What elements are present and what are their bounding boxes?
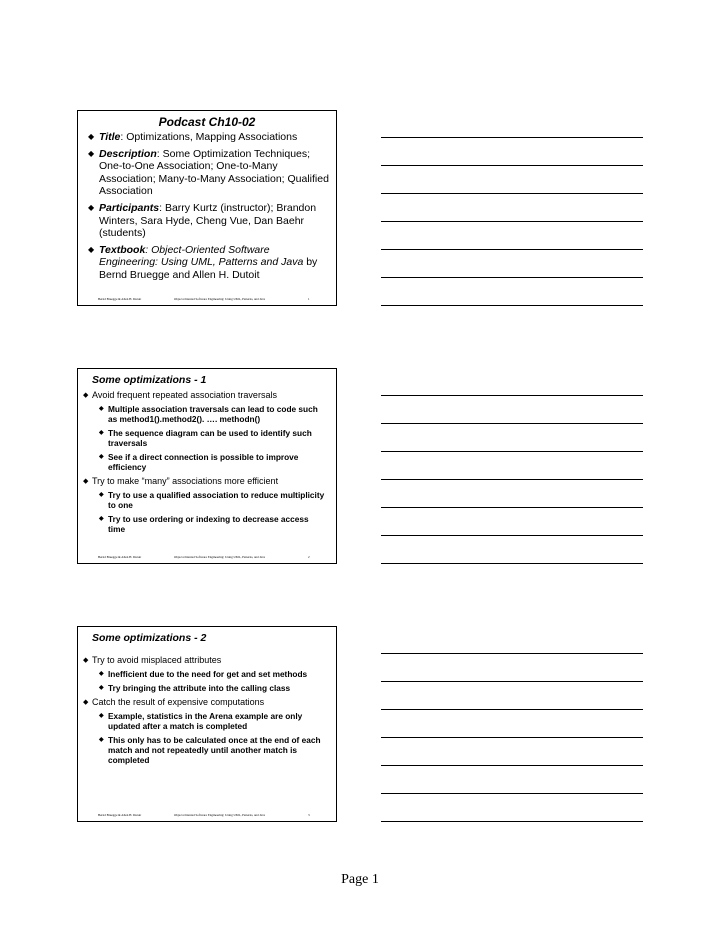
footer-book: Object-Oriented Software Engineering: Using UML, Patterns, and Java (174, 297, 266, 301)
footer-authors: Bernd Bruegge & Allen H. Dutoit (98, 813, 142, 817)
note-line (381, 395, 643, 396)
sub-bullet-icon: ◆ (99, 685, 104, 691)
note-line (381, 221, 643, 222)
sub-bullet-text: This only has to be calculated once at the end of each match and not repeatedly until another match is completed (108, 735, 321, 765)
slide-title: Some optimizations - 2 (92, 632, 207, 644)
slide-2 (77, 368, 337, 564)
footer-slide-number: 3 (308, 813, 310, 817)
sub-bullet-text: Multiple association traversals can lead to code such as method1().method2(). …. methodn() (108, 404, 318, 424)
note-line (381, 681, 643, 682)
sub-bullet-text: See if a direct connection is possible to improve efficiency (108, 452, 299, 472)
bullet-title (86, 131, 330, 144)
bullet-item (82, 390, 330, 401)
bullet-text: Try to make “many” associations more efficient (92, 476, 279, 486)
bullet-item (82, 655, 330, 666)
bullet-text: Try to avoid misplaced attributes (92, 655, 222, 665)
diamond-bullet-icon: ◆ (83, 392, 89, 399)
sub-bullet-icon: ◆ (99, 492, 104, 498)
note-line (381, 305, 643, 306)
sub-bullet-item (82, 428, 330, 448)
bullet-label: Description (99, 147, 157, 160)
sub-bullet-icon: ◆ (99, 406, 104, 412)
bullet-label: Textbook (99, 243, 146, 256)
bullet-text: : Barry Kurtz (instructor); Brandon Winters, Sara Hyde, Cheng Vue, Dan Baehr (students) (99, 201, 317, 240)
sub-bullet-item (82, 452, 330, 472)
sub-bullet-item (82, 669, 330, 679)
note-line (381, 535, 643, 536)
sub-bullet-item (82, 683, 330, 693)
note-line (381, 479, 643, 480)
footer-slide-number: 2 (308, 555, 310, 559)
bullet-textbook (86, 244, 330, 282)
diamond-bullet-icon: ◆ (83, 478, 89, 485)
sub-bullet-item (82, 404, 330, 424)
slide-title: Podcast Ch10-02 (158, 115, 256, 129)
bullet-label: Title (99, 131, 121, 143)
note-line (381, 277, 643, 278)
page-number: Page 1 (341, 872, 379, 887)
note-line (381, 137, 643, 138)
sub-bullet-icon: ◆ (99, 430, 104, 436)
footer-authors: Bernd Bruegge & Allen H. Dutoit (98, 297, 142, 301)
diamond-bullet-icon: ◆ (88, 244, 95, 254)
sub-bullet-icon: ◆ (99, 737, 104, 743)
bullet-list (82, 655, 330, 769)
sub-bullet-text: Try bringing the attribute into the calling class (108, 683, 291, 693)
bullet-list (82, 390, 330, 538)
sub-bullet-item (82, 514, 330, 534)
diamond-bullet-icon: ◆ (83, 699, 89, 706)
slide-footer (78, 812, 336, 818)
footer-slide-number: 1 (308, 297, 310, 301)
note-line (381, 821, 643, 822)
note-line (381, 653, 643, 654)
note-line (381, 507, 643, 508)
sub-bullet-item (82, 711, 330, 731)
sub-bullet-item (82, 735, 330, 765)
note-line (381, 193, 643, 194)
note-line (381, 451, 643, 452)
bullet-label: Participants (99, 201, 160, 214)
diamond-bullet-icon: ◆ (88, 202, 95, 212)
sub-bullet-text: Example, statistics in the Arena example are only updated after a match is completed (108, 711, 303, 731)
slide-footer (78, 296, 336, 302)
slide-3 (77, 626, 337, 822)
footer-book: Object-Oriented Software Engineering: Using UML, Patterns, and Java (174, 555, 266, 559)
sub-bullet-icon: ◆ (99, 516, 104, 522)
bullet-text: Avoid frequent repeated association traversals (92, 390, 277, 400)
diamond-bullet-icon: ◆ (88, 148, 95, 158)
sub-bullet-text: Try to use a qualified association to reduce multiplicity to one (108, 490, 325, 510)
footer-book: Object-Oriented Software Engineering: Using UML, Patterns, and Java (174, 813, 266, 817)
note-line (381, 563, 643, 564)
sub-bullet-item (82, 490, 330, 510)
sub-bullet-text: Try to use ordering or indexing to decrease access time (108, 514, 309, 534)
sub-bullet-icon: ◆ (99, 454, 104, 460)
bullet-participants (86, 202, 330, 240)
slide-title: Some optimizations - 1 (92, 374, 207, 386)
slide-footer (78, 554, 336, 560)
bullet-item (82, 476, 330, 487)
note-line (381, 709, 643, 710)
sub-bullet-text: The sequence diagram can be used to identify such traversals (108, 428, 312, 448)
bullet-description (86, 148, 330, 198)
footer-authors: Bernd Bruegge & Allen H. Dutoit (98, 555, 142, 559)
bullet-item (82, 697, 330, 708)
bullet-text: by Bernd Bruegge and Allen H. Dutoit (99, 256, 318, 281)
bullet-text-italic: : Object-Oriented Software Engineering: Using UML, Patterns and Java (99, 243, 304, 269)
bullet-text: Catch the result of expensive computations (92, 697, 265, 707)
diamond-bullet-icon: ◆ (83, 657, 89, 664)
diamond-bullet-icon: ◆ (88, 132, 95, 141)
note-line (381, 423, 643, 424)
note-line (381, 793, 643, 794)
note-line (381, 765, 643, 766)
note-line (381, 165, 643, 166)
sub-bullet-icon: ◆ (99, 671, 104, 677)
sub-bullet-icon: ◆ (99, 713, 104, 719)
bullet-text: : Some Optimization Techniques; One-to-One Association; One-to-Many Association; Many-to-Many Association; Qualified Association (99, 147, 329, 198)
slide-1 (77, 110, 337, 306)
note-line (381, 249, 643, 250)
bullet-list (86, 131, 330, 286)
sub-bullet-text: Inefficient due to the need for get and set methods (108, 669, 308, 679)
bullet-text: : Optimizations, Mapping Associations (120, 131, 298, 143)
note-line (381, 737, 643, 738)
